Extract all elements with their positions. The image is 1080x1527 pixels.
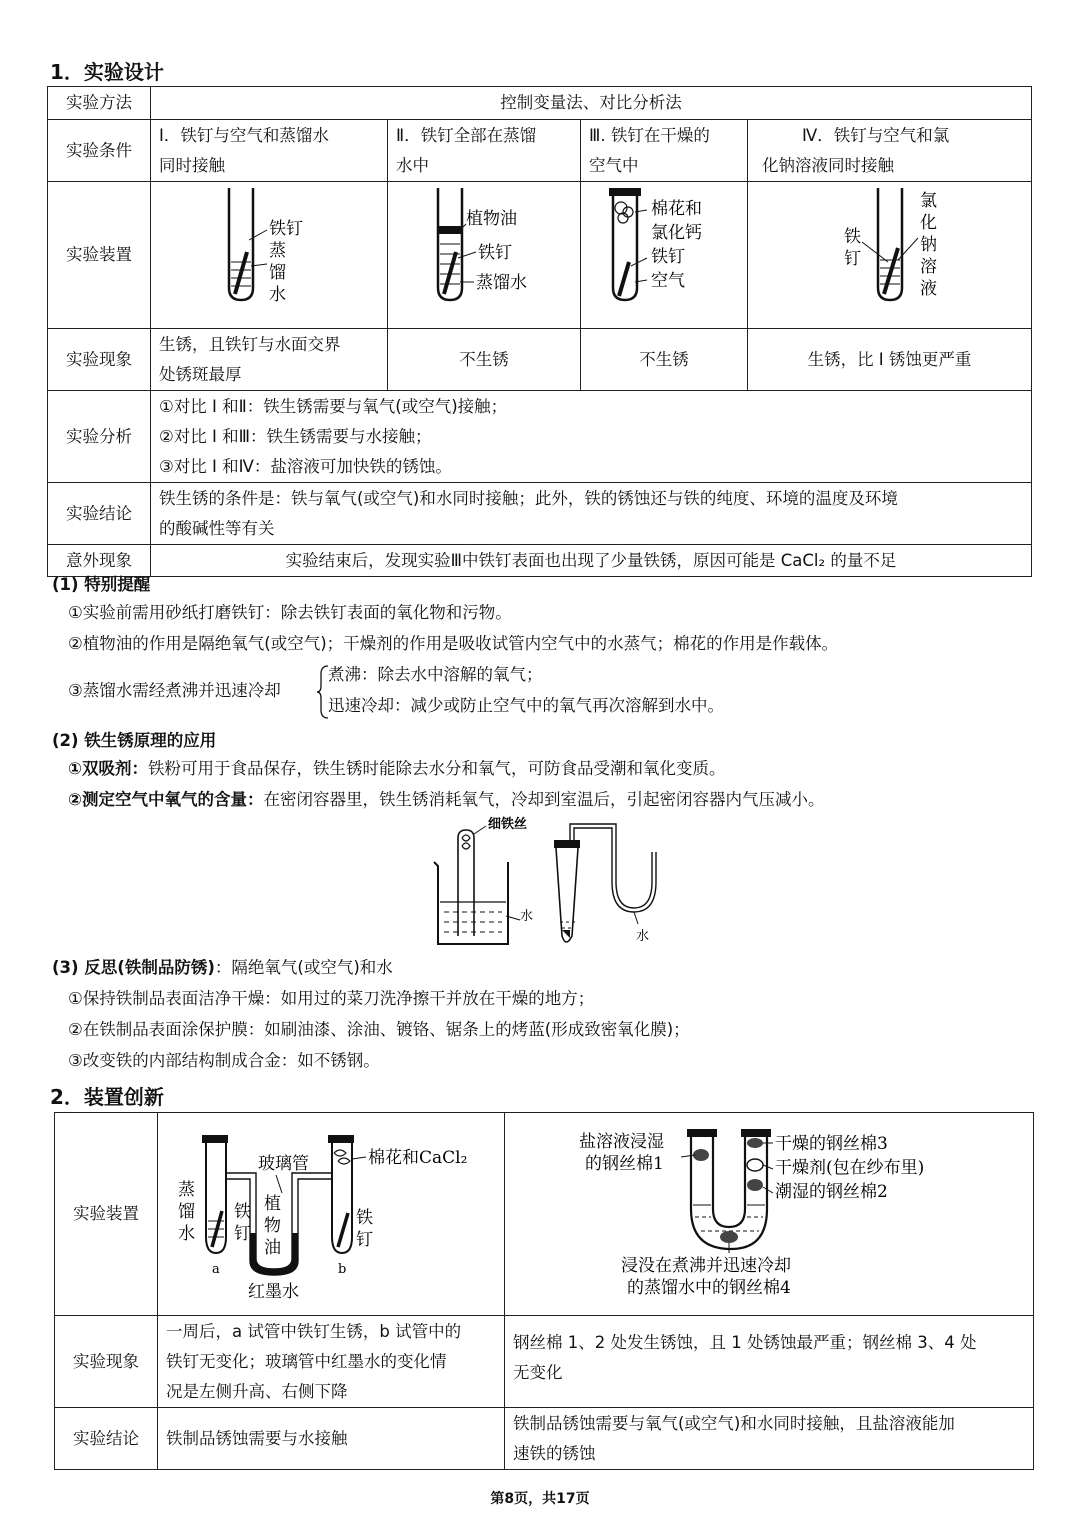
innovation-device-label: 实验装置 [55, 1113, 158, 1316]
test-tube-figure-2 [388, 182, 581, 318]
tips-title: (1) 特别提醒 [52, 575, 151, 594]
innovation-phenomenon-label: 实验现象 [55, 1316, 158, 1408]
phenomenon-1: 生锈，且铁钉与水面交界 处锈斑最厚 [151, 329, 388, 391]
tip-3-head: ③蒸馏水需经煮沸并迅速冷却 [68, 681, 281, 700]
test-tube-figure-3 [581, 182, 748, 318]
reflection-1: ①保持铁制品表面洁净干燥：如用过的菜刀洗净擦干并放在干燥的地方； [68, 989, 595, 1008]
label-tube-b: b [338, 1262, 347, 1277]
condition-2: Ⅱ．铁钉全部在蒸馏 水中 [388, 120, 581, 182]
label-plant-oil: 植 [264, 1194, 281, 1214]
method-value: 控制变量法、对比分析法 [151, 87, 1032, 120]
condition-label: 实验条件 [48, 120, 151, 182]
experiment-design-table [47, 86, 1032, 577]
fig-label-water-1: 水 [520, 909, 534, 924]
phenomenon-4: 生锈，比 I 锈蚀更严重 [748, 329, 1032, 391]
tip-1: ①实验前需用砂纸打磨铁钉：除去铁钉表面的氧化物和污物。 [68, 603, 512, 622]
tip-3-boil: 煮沸：除去水中溶解的氧气； [328, 665, 543, 684]
svg-text:氯化钙: 氯化钙 [651, 223, 702, 243]
analysis-label: 实验分析 [48, 391, 151, 483]
fig3-label-air: 空气 [651, 271, 685, 291]
tip-3-cool: 迅速冷却：减少或防止空气中的氧气再次溶解到水中。 [328, 696, 724, 715]
svg-text:水: 水 [269, 285, 286, 305]
svg-text:溶: 溶 [920, 257, 937, 277]
svg-text:钉: 钉 [234, 1224, 251, 1244]
reflection-2: ②在铁制品表面涂保护膜：如刷油漆、涂油、镀铬、锯条上的烤蓝(形成致密氧化膜)； [68, 1020, 690, 1039]
svg-text:油: 油 [264, 1238, 281, 1258]
svg-text:馏: 馏 [269, 263, 286, 283]
fig3-label-cotton: 棉花和 [651, 199, 702, 219]
test-tube-figure-4 [748, 182, 1032, 318]
phenomenon-2: 不生锈 [388, 329, 581, 391]
fig2-label-oil: 植物油 [466, 209, 517, 229]
innovation-phenomenon-b: 钢丝棉 1、2 处发生锈蚀，且 1 处锈蚀最严重；钢丝棉 3、4 处 无变化 [505, 1316, 1034, 1408]
label-cotton-cacl2: 棉花和CaCl₂ [368, 1148, 468, 1168]
device-figure-1 [151, 182, 388, 329]
unexpected-label: 意外现象 [48, 545, 151, 577]
u-tube-figure [505, 1113, 1034, 1305]
innovation-phenomenon-a: 一周后，a 试管中铁钉生锈，b 试管中的 铁钉无变化；玻璃管中红墨水的变化情 况是左侧升高、右侧下降 [158, 1316, 505, 1408]
conclusion-value: 铁生锈的条件是：铁与氧气(或空气)和水同时接触；此外，铁的锈蚀还与铁的纯度、环境的温度及环境 的酸碱性等有关 [151, 483, 1032, 545]
condition-1: Ⅰ．铁钉与空气和蒸馏水 同时接触 [151, 120, 388, 182]
svg-text:水: 水 [178, 1224, 195, 1244]
svg-text:钠: 钠 [920, 235, 937, 255]
glass-tube-figure [158, 1113, 505, 1305]
test-tube-figure-1 [151, 182, 388, 318]
application-1: ①双吸剂：铁粉可用于食品保存，铁生锈时能除去水分和氧气，可防食品受潮和氧化变质。 [68, 759, 726, 778]
reflection-3: ③改变铁的内部结构制成合金：如不锈钢。 [68, 1051, 380, 1070]
fig2-label-nail: 铁钉 [478, 243, 512, 263]
method-label: 实验方法 [48, 87, 151, 120]
fig2-label-water: 蒸馏水 [476, 273, 527, 293]
application-2: ②测定空气中氧气的含量：在密闭容器里，铁生锈消耗氧气，冷却到室温后，引起密闭容器内气压减小。 [68, 790, 825, 809]
fig3-label-nail: 铁钉 [651, 247, 685, 267]
svg-text:蒸: 蒸 [269, 241, 286, 261]
application-title: (2) 铁生锈原理的应用 [52, 731, 217, 750]
unexpected-value: 实验结束后，发现实验Ⅲ中铁钉表面也出现了少量铁锈，原因可能是 CaCl₂ 的量不足 [151, 545, 1032, 577]
device-innovation-table [54, 1112, 1034, 1470]
svg-text:钉: 钉 [844, 249, 861, 269]
condition-4: Ⅳ．铁钉与空气和氯 化钠溶液同时接触 [748, 120, 1032, 182]
label-tube-a: a [212, 1262, 220, 1277]
device-figure-2 [388, 182, 581, 329]
innovation-conclusion-a: 铁制品锈蚀需要与水接触 [158, 1408, 505, 1470]
device-figure-3 [581, 182, 748, 329]
oxygen-measurement-figure [420, 812, 680, 954]
fig-label-iron-wire: 细铁丝 [488, 817, 528, 832]
conclusion-label: 实验结论 [48, 483, 151, 545]
fig4-label-solution: 氯 [920, 191, 937, 211]
label-dry-wool-3: 干燥的钢丝棉3 [775, 1134, 888, 1154]
label-red-ink: 红墨水 [248, 1282, 299, 1302]
label-glass-tube: 玻璃管 [258, 1154, 309, 1174]
fig4-label-nail: 铁 [844, 227, 861, 247]
svg-text:的蒸馏水中的钢丝棉4: 的蒸馏水中的钢丝棉4 [627, 1278, 791, 1298]
svg-text:液: 液 [920, 279, 937, 299]
phenomenon-3: 不生锈 [581, 329, 748, 391]
innovation-device-b [505, 1113, 1034, 1316]
svg-text:钉: 钉 [356, 1230, 373, 1250]
innovation-conclusion-b: 铁制品锈蚀需要与氧气(或空气)和水同时接触，且盐溶液能加 速铁的锈蚀 [505, 1408, 1034, 1470]
tip-2: ②植物油的作用是隔绝氧气(或空气)；干燥剂的作用是吸收试管内空气中的水蒸气；棉花的作用是作载体。 [68, 634, 839, 653]
condition-3: Ⅲ. 铁钉在干燥的 空气中 [581, 120, 748, 182]
label-desiccant: 干燥剂(包在纱布里) [775, 1158, 925, 1178]
innovation-device-a [158, 1113, 505, 1316]
label-nail-a: 铁 [234, 1202, 251, 1222]
innovation-conclusion-label: 实验结论 [55, 1408, 158, 1470]
svg-text:物: 物 [264, 1216, 281, 1236]
fig1-label-nail: 铁钉 [269, 219, 303, 239]
label-salt-wool-1: 盐溶液浸湿 [579, 1132, 664, 1152]
label-wet-wool-2: 潮湿的钢丝棉2 [775, 1182, 888, 1202]
label-distilled-water: 蒸 [178, 1180, 195, 1200]
svg-text:馏: 馏 [178, 1202, 195, 1222]
page-footer: 第8页，共17页 [490, 1491, 590, 1507]
device-figure-4 [748, 182, 1032, 329]
label-nail-b: 铁 [356, 1208, 373, 1228]
section2-title: 2．装置创新 [50, 1085, 164, 1109]
svg-text:的钢丝棉1: 的钢丝棉1 [585, 1154, 664, 1174]
phenomenon-label: 实验现象 [48, 329, 151, 391]
section1-title: 1．实验设计 [50, 60, 164, 84]
fig-label-water-2: 水 [636, 929, 650, 944]
analysis-value: ①对比 I 和Ⅱ：铁生锈需要与氧气(或空气)接触； ②对比 I 和Ⅲ：铁生锈需要与水接触； ③对比 I 和Ⅳ：盐溶液可加快铁的锈蚀。 [151, 391, 1032, 483]
label-boiled-wool-4: 浸没在煮沸并迅速冷却 [621, 1256, 791, 1276]
device-label: 实验装置 [48, 182, 151, 329]
reflection-title: (3) 反思(铁制品防锈)：隔绝氧气(或空气)和水 [52, 958, 393, 977]
svg-text:化: 化 [920, 213, 937, 233]
